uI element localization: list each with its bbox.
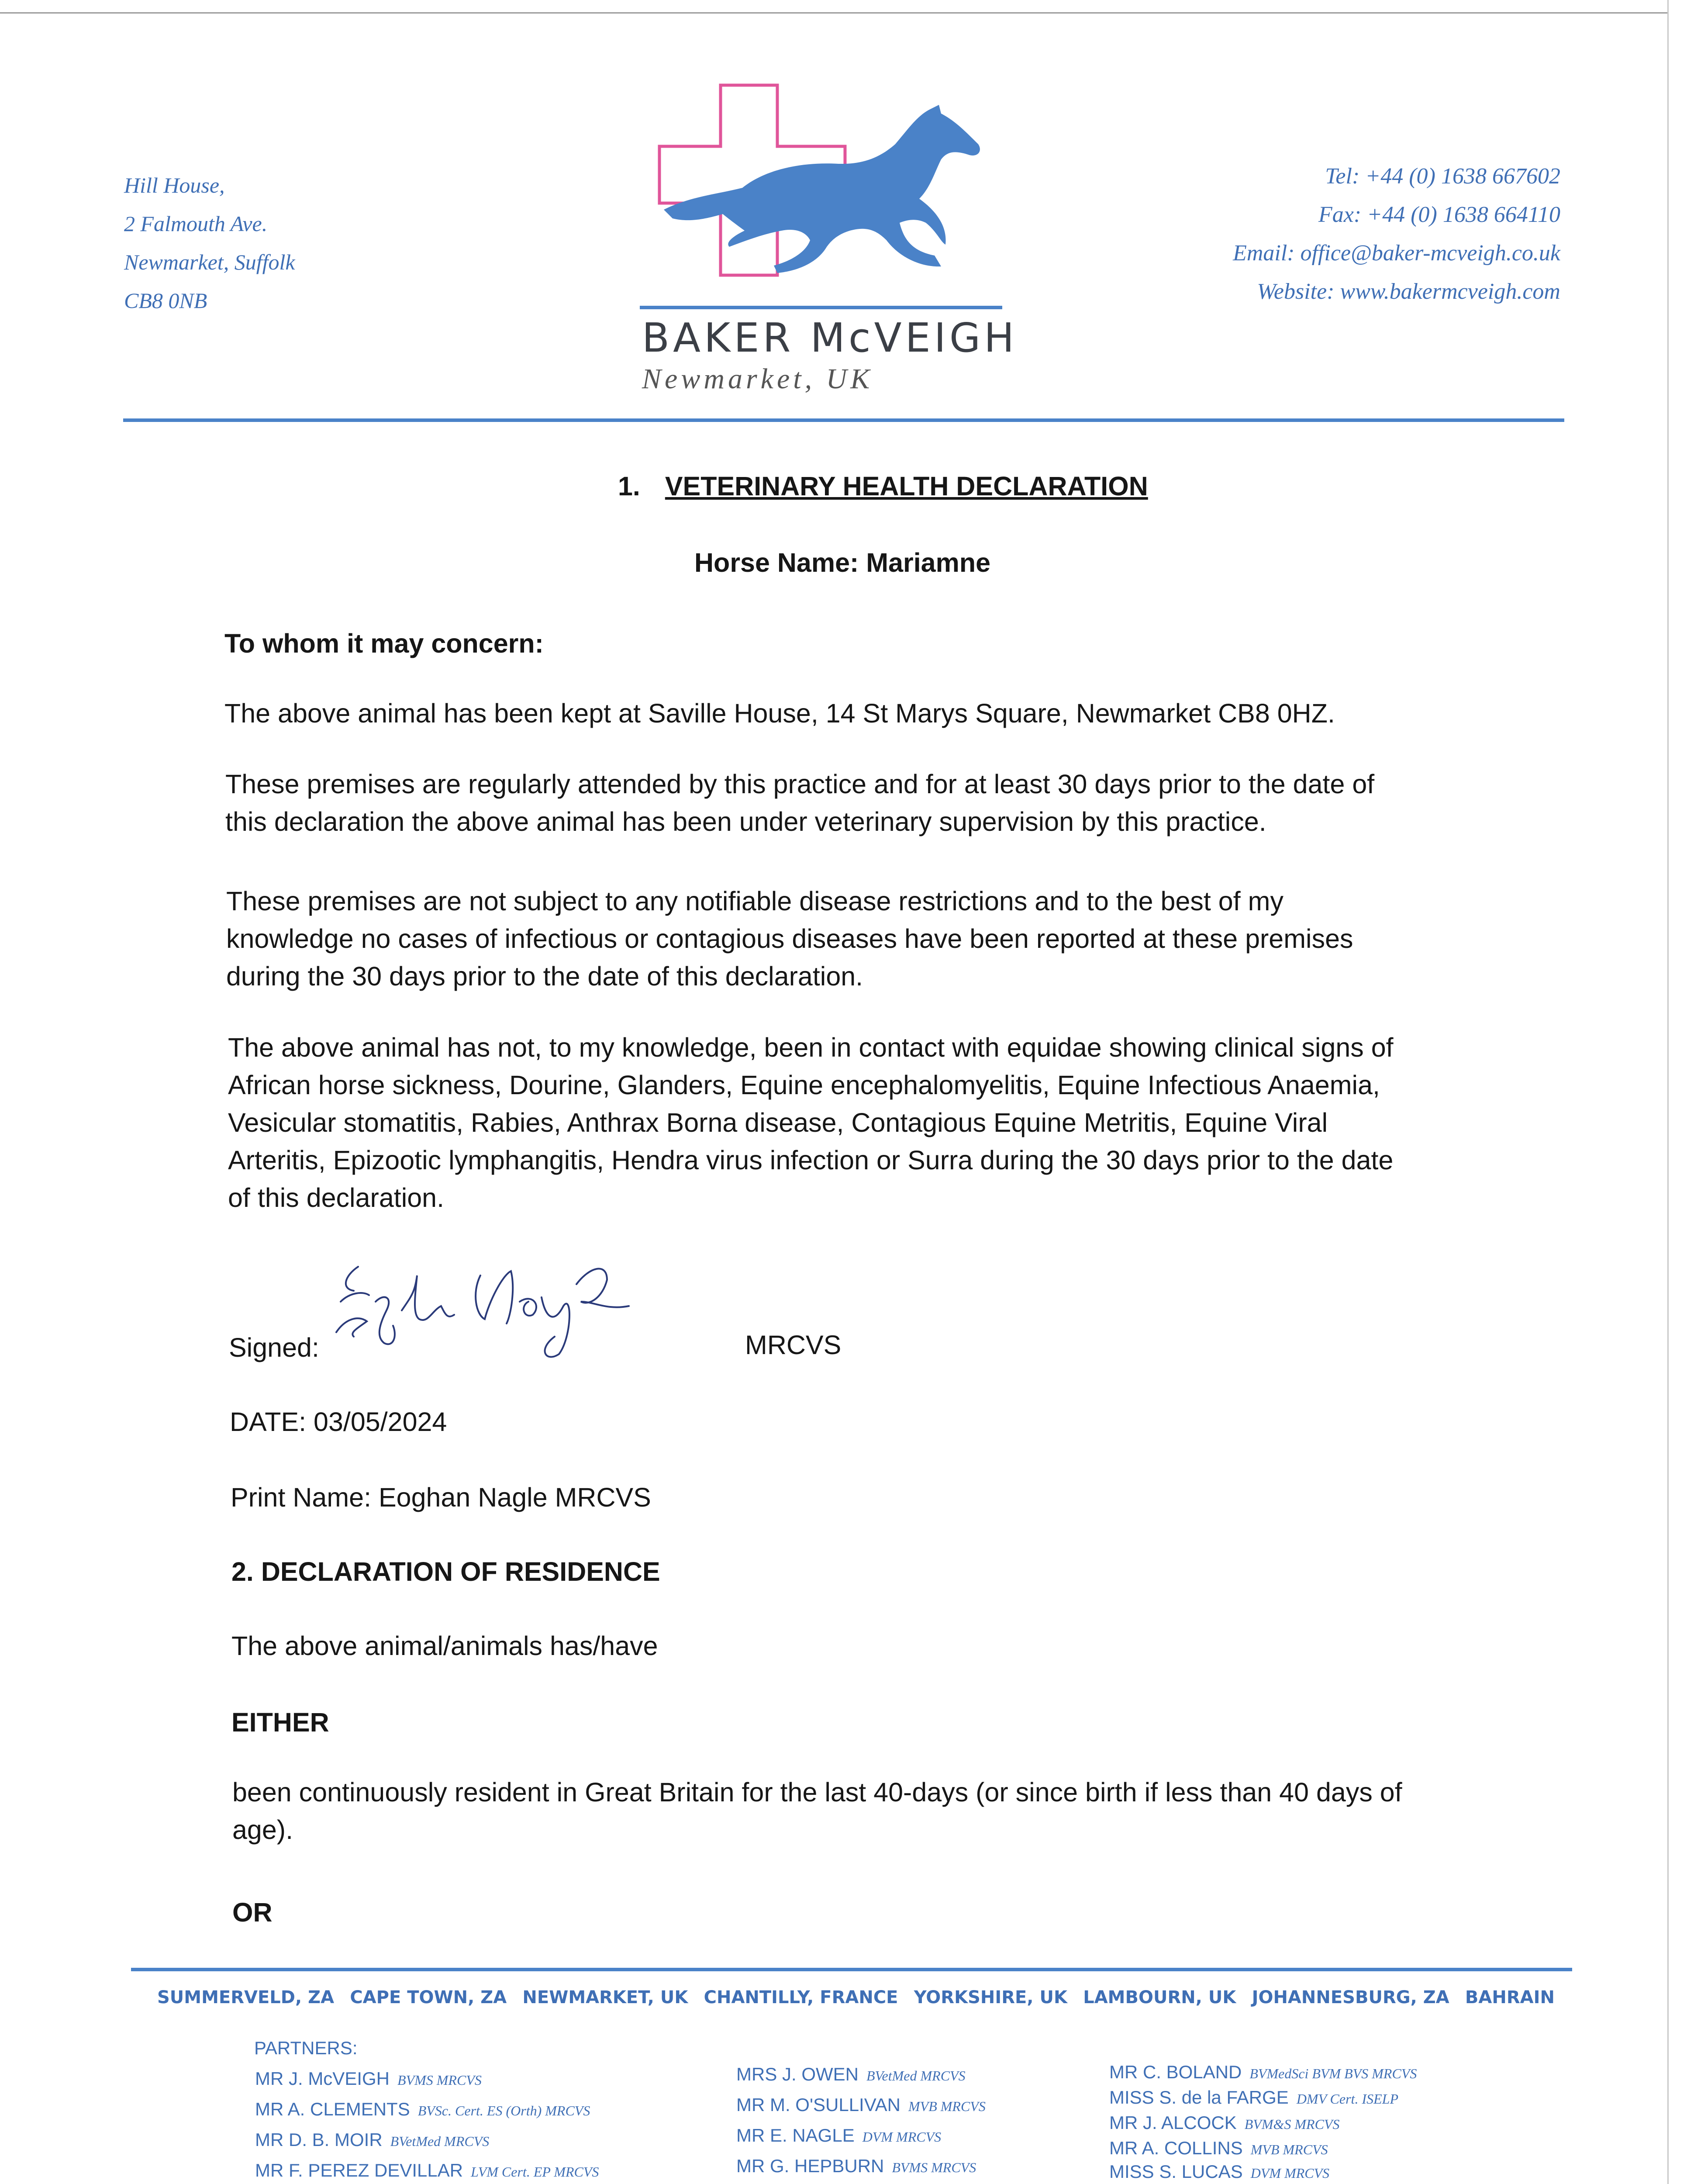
partner-entry	[1109, 2138, 1328, 2159]
either-label: EITHER	[231, 1707, 329, 1737]
paragraph-disease-restrictions	[226, 882, 1353, 995]
partner-quals: BVetMed MRCVS	[866, 2068, 966, 2084]
partner-quals: MVB MRCVS	[1250, 2142, 1328, 2157]
partner-name: MR F. PEREZ DEVILLAR	[255, 2160, 463, 2181]
address-line: Hill House,	[124, 173, 225, 197]
partner-name: MISS S. LUCAS	[1109, 2161, 1243, 2182]
partner-entry	[255, 2068, 482, 2089]
partner-name: MR J. ALCOCK	[1109, 2112, 1237, 2133]
partner-entry	[255, 2129, 489, 2150]
address-line: Newmarket, Suffolk	[124, 250, 295, 274]
partner-entry	[736, 2156, 976, 2177]
address-line: 2 Falmouth Ave.	[124, 211, 268, 236]
text-line: African horse sickness, Dourine, Glanders, Equine encephalomyelitis, Equine Infectious Anaemia,	[228, 1070, 1380, 1100]
contact-email: Email: office@baker-mcveigh.co.uk	[1233, 241, 1560, 266]
partner-entry	[736, 2125, 941, 2146]
section1-heading	[618, 467, 1148, 505]
location-item: CHANTILLY, FRANCE	[704, 1987, 898, 2008]
partner-entry	[736, 2094, 986, 2115]
partner-name: MR J. McVEIGH	[255, 2068, 390, 2089]
text-line: this declaration the above animal has been under veterinary supervision by this practice.	[225, 807, 1266, 836]
location-item: SUMMERVELD, ZA	[157, 1987, 335, 2008]
partner-name: MR G. HEPBURN	[736, 2156, 884, 2176]
text-line: These premises are regularly attended by this practice and for at least 30 days prior to the date of	[225, 769, 1375, 799]
partner-entry	[1109, 2112, 1339, 2133]
qualification: MRCVS	[745, 1330, 842, 1360]
header-divider	[123, 418, 1564, 422]
partner-name: MR E. NAGLE	[736, 2125, 855, 2146]
partner-name: MR D. B. MOIR	[255, 2129, 383, 2150]
partner-quals: BVM&S MRCVS	[1244, 2116, 1340, 2132]
partner-quals: DVM MRCVS	[1250, 2165, 1330, 2181]
partner-quals: BVSc. Cert. ES (Orth) MRCVS	[417, 2103, 590, 2118]
location-item: YORKSHIRE, UK	[914, 1987, 1067, 2008]
location-item: JOHANNESBURG, ZA	[1252, 1987, 1449, 2008]
text-line: been continuously resident in Great Britain for the last 40-days (or since birth if less than 40 days of	[232, 1777, 1402, 1807]
print-name: Print Name: Eoghan Nagle MRCVS	[231, 1482, 651, 1512]
partner-quals: BVMS MRCVS	[892, 2160, 976, 2175]
text-line: Vesicular stomatitis, Rabies, Anthrax Borna disease, Contagious Equine Metritis, Equine Viral	[228, 1108, 1328, 1137]
brand-location: Newmarket, UK	[642, 363, 873, 395]
partner-quals: BVMedSci BVM BVS MRCVS	[1249, 2066, 1417, 2081]
practice-address	[124, 166, 295, 320]
partner-name: MR C. BOLAND	[1109, 2062, 1242, 2082]
location-item: LAMBOURN, UK	[1083, 1987, 1236, 2008]
salutation: To whom it may concern:	[224, 629, 544, 658]
either-text	[232, 1773, 1402, 1849]
partner-entry	[1109, 2087, 1398, 2108]
partner-entry	[255, 2099, 590, 2120]
footer-divider	[131, 1968, 1572, 1971]
partner-quals: MVB MRCVS	[908, 2098, 986, 2114]
contact-website: Website: www.bakermcveigh.com	[1257, 279, 1560, 304]
section2-heading: 2. DECLARATION OF RESIDENCE	[231, 1557, 660, 1586]
partner-name: MR A. CLEMENTS	[255, 2099, 410, 2119]
location-item: BAHRAIN	[1465, 1987, 1555, 2008]
text-line: Arteritis, Epizootic lymphangitis, Hendra virus infection or Surra during the 30 days prior to the date	[228, 1145, 1394, 1175]
scan-right-edge	[1667, 0, 1669, 2184]
partner-entry	[255, 2160, 599, 2181]
text-line: during the 30 days prior to the date of this declaration.	[226, 961, 863, 991]
text-line: These premises are not subject to any notifiable disease restrictions and to the best of my	[226, 886, 1283, 916]
partner-quals: DVM MRCVS	[862, 2129, 942, 2145]
partner-name: MR M. O'SULLIVAN	[736, 2094, 900, 2115]
location-item: NEWMARKET, UK	[522, 1987, 688, 2008]
signed-label: Signed:	[229, 1333, 319, 1362]
section1-title: VETERINARY HEALTH DECLARATION	[665, 471, 1148, 501]
paragraph-clinical-signs	[228, 1029, 1394, 1216]
partner-quals: DMV Cert. ISELP	[1296, 2091, 1398, 2107]
horse-and-cross-logo-icon	[633, 79, 1009, 314]
partners-label: PARTNERS:	[254, 2038, 358, 2058]
brand-name: BAKER McVEIGH	[642, 314, 1018, 361]
partner-name: MR A. COLLINS	[1109, 2138, 1243, 2158]
address-line: CB8 0NB	[124, 288, 207, 313]
partner-entry	[1109, 2161, 1329, 2182]
partner-entry	[736, 2064, 966, 2085]
footer-locations	[157, 1987, 1555, 2008]
paragraph-supervision	[225, 765, 1374, 840]
scan-top-edge	[0, 12, 1668, 14]
text-line: of this declaration.	[228, 1183, 445, 1213]
partner-name: MISS S. de la FARGE	[1109, 2087, 1289, 2108]
section1-number: 1.	[618, 471, 640, 501]
contact-phone: Tel: +44 (0) 1638 667602	[1325, 164, 1560, 189]
or-label: OR	[232, 1897, 273, 1927]
text-line: age).	[232, 1815, 293, 1845]
text-line: knowledge no cases of infectious or contagious diseases have been reported at these premises	[226, 924, 1353, 954]
partner-name: MRS J. OWEN	[736, 2064, 859, 2084]
section2-intro: The above animal/animals has/have	[231, 1631, 658, 1661]
horse-name: Horse Name: Mariamne	[694, 548, 991, 577]
handwritten-signature	[328, 1249, 659, 1363]
contact-fax: Fax: +44 (0) 1638 664110	[1318, 202, 1560, 227]
location-item: CAPE TOWN, ZA	[350, 1987, 507, 2008]
partner-entry	[1109, 2062, 1417, 2083]
partner-quals: BVMS MRCVS	[397, 2072, 482, 2088]
paragraph-premises-address: The above animal has been kept at Saville House, 14 St Marys Square, Newmarket CB8 0HZ.	[224, 698, 1335, 728]
text-line: The above animal has not, to my knowledge, been in contact with equidae showing clinical signs of	[228, 1033, 1394, 1062]
declaration-date: DATE: 03/05/2024	[230, 1407, 447, 1437]
partner-quals: BVetMed MRCVS	[390, 2133, 490, 2149]
contact-details	[1233, 157, 1560, 311]
partner-quals: LVM Cert. EP MRCVS	[471, 2164, 599, 2180]
